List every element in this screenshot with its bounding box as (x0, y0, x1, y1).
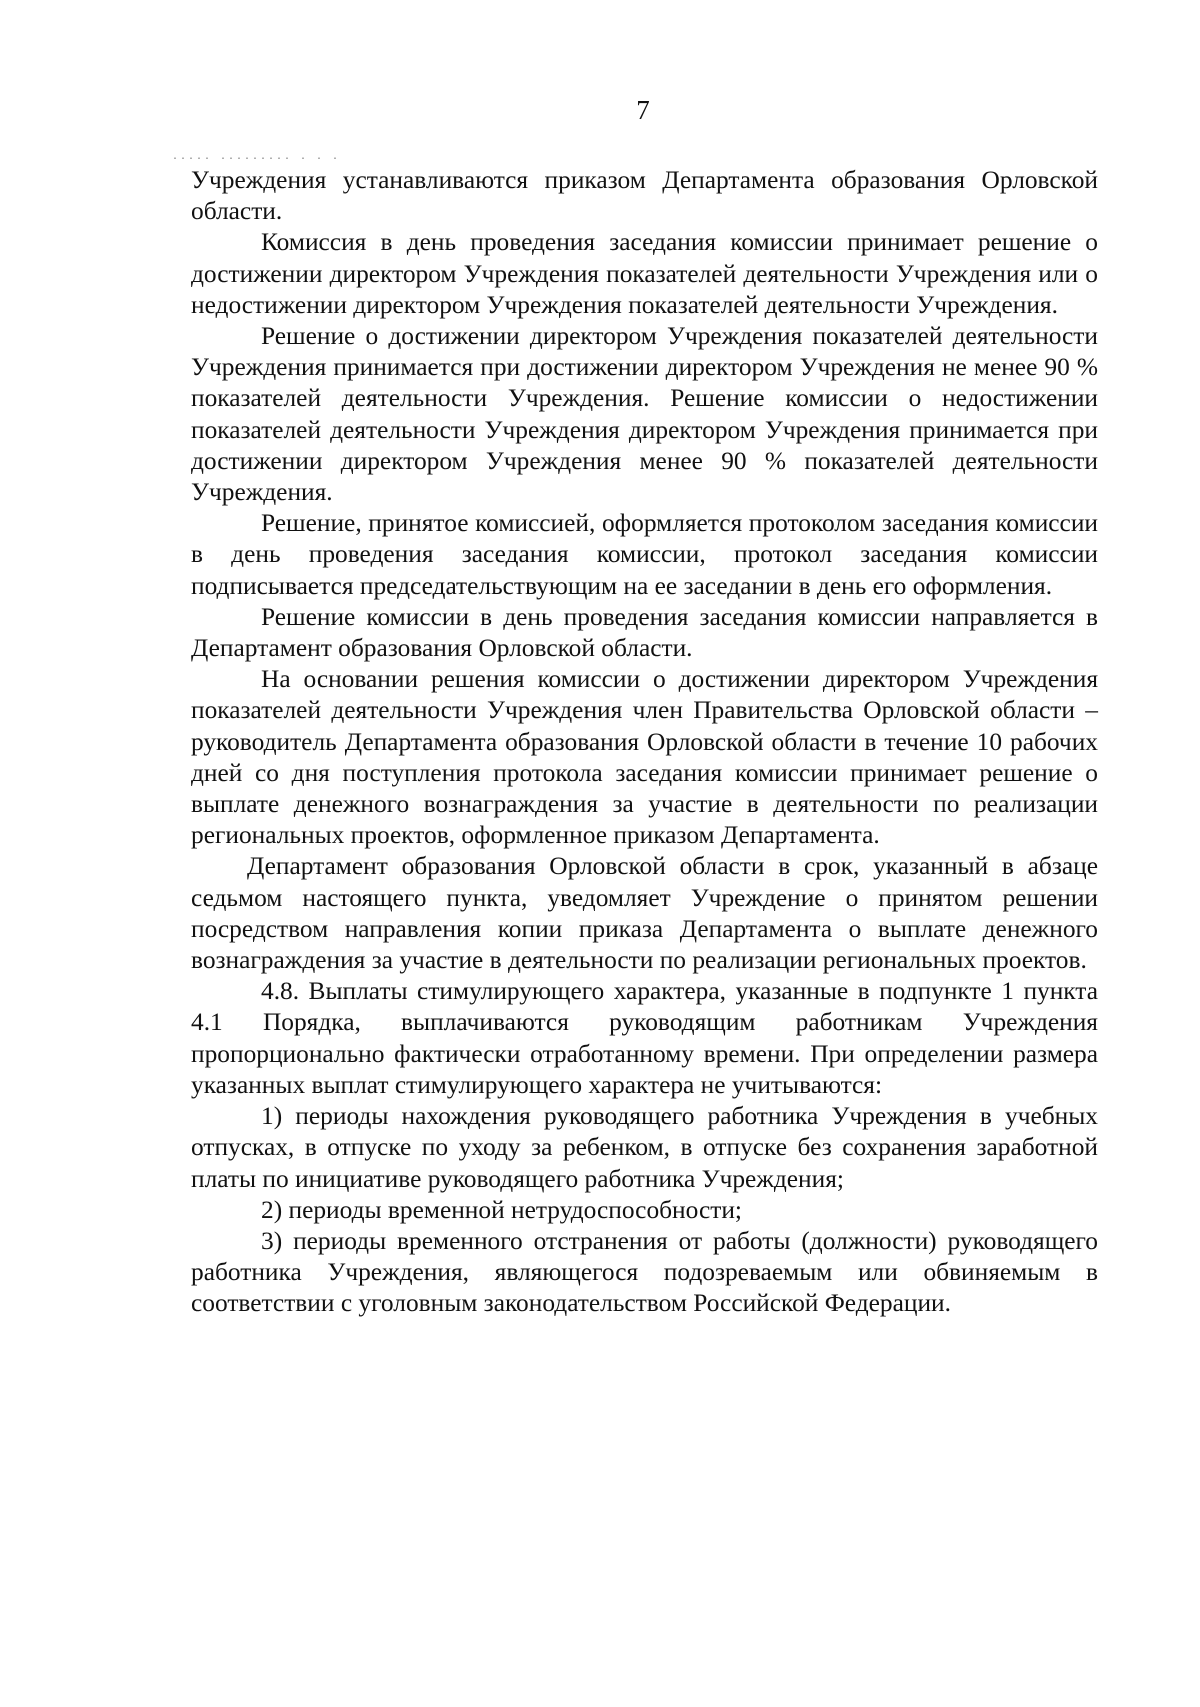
page-number: 7 (636, 95, 650, 125)
paragraph: Решение комиссии в день проведения заседания комиссии направляется в Департамент образования Орловской области. (191, 602, 1098, 663)
list-item: 3) периоды временного отстранения от работы (должности) руководящего работника Учреждения, являющегося подозреваемым или обвиняемым в соответствии с уголовным законодательством Российской Федерации. (191, 1226, 1098, 1318)
document-body (191, 165, 1098, 1320)
paragraph: Решение о достижении директором Учреждения показателей деятельности Учреждения принимается при достижении директором Учреждения не менее 90 % показателей деятельности Учреждения. Решение комиссии о недостижении показателей деятельности Учреждения директором Учреждения принимается при достижении директором Учреждения менее 90 % показателей деятельности Учреждения. (191, 322, 1098, 507)
paragraph: Учреждения устанавливаются приказом Департамента образования Орловской области. (191, 166, 1098, 226)
paragraph: Департамент образования Орловской области в срок, указанный в абзаце седьмом настоящего пункта, уведомляет Учреждение о принятом решении посредством направления копии приказа Департамента о выплате денежного вознаграждения за участие в деятельности по реализации региональных проектов. (191, 852, 1098, 975)
scan-artifact-marks: ..... ......... . . . (172, 152, 341, 163)
paragraph: 4.8. Выплаты стимулирующего характера, указанные в подпункте 1 пункта 4.1 Порядка, выплачиваются руководящим работникам Учреждения пропорционально фактически отработанному времени. При определении размера указанных выплат стимулирующего характера не учитываются: (191, 977, 1098, 1099)
list-item: 1) периоды нахождения руководящего работника Учреждения в учебных отпусках, в отпуске по уходу за ребенком, в отпуске без сохранения заработной платы по инициативе руководящего работника Учреждения; (191, 1102, 1098, 1193)
paragraph: На основании решения комиссии о достижении директором Учреждения показателей деятельности Учреждения член Правительства Орловской области – руководитель Департамента образования Орловской области в течение 10 рабочих дней со дня поступления протокола заседания комиссии принимает решение о выплате денежного вознаграждения за участие в деятельности по реализации региональных проектов, оформленное приказом Департамента. (191, 665, 1098, 850)
list-item: 2) периоды временной нетрудоспособности; (261, 1195, 742, 1224)
paragraph: Комиссия в день проведения заседания комиссии принимает решение о достижении директором Учреждения показателей деятельности Учреждения или о недостижении директором Учреждения показателей деятельности Учреждения. (191, 228, 1098, 319)
paragraph: Решение, принятое комиссией, оформляется протоколом заседания комиссии в день проведения заседания комиссии, протокол заседания комиссии подписывается председательствующим на ее заседании в день его оформления. (191, 509, 1098, 600)
